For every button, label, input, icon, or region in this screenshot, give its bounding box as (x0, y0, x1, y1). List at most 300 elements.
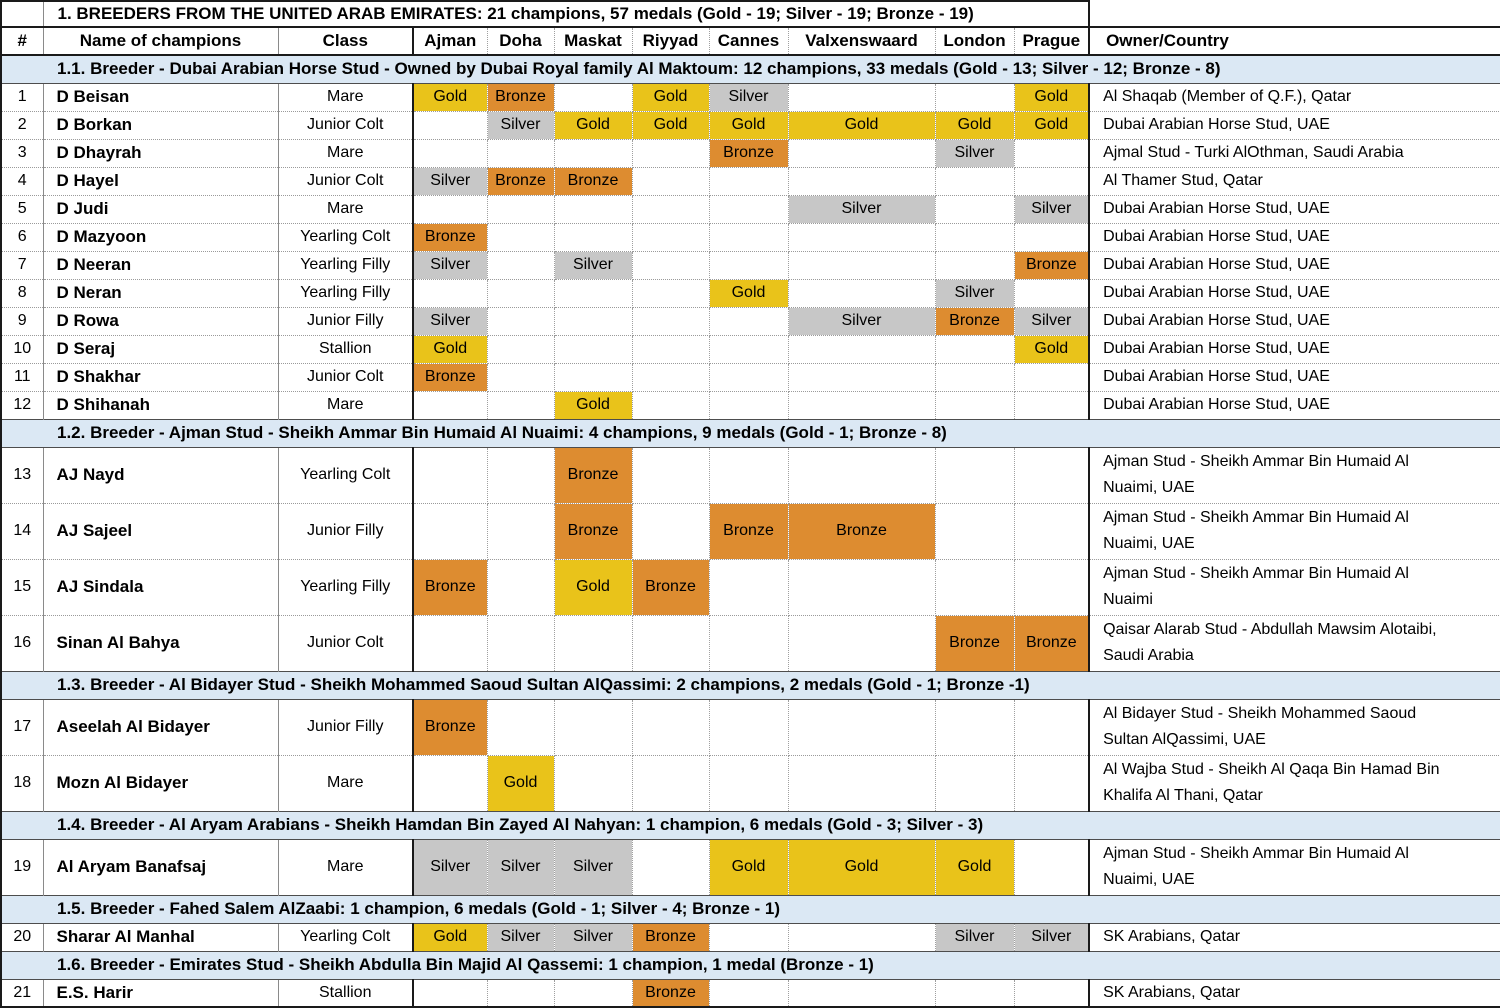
medal-cell-riyyad (632, 307, 709, 335)
medal-cell-riyyad (632, 447, 709, 503)
class-cell: Junior Colt (278, 615, 413, 671)
medal-cell-doha: Silver (487, 111, 554, 139)
medal-cell-maskat (554, 279, 632, 307)
medal-cell-valxenswaard (788, 251, 935, 279)
medal-cell-cannes: Gold (709, 111, 788, 139)
champion-row (1, 167, 1500, 195)
medal-cell-cannes (709, 335, 788, 363)
medal-cell-london: Silver (935, 279, 1014, 307)
owner-cell: SK Arabians, Qatar (1089, 979, 1500, 1007)
champion-name-cell: D Borkan (43, 111, 278, 139)
owner-cell: Dubai Arabian Horse Stud, UAE (1089, 223, 1500, 251)
class-cell: Mare (278, 83, 413, 111)
champion-row (1, 391, 1500, 419)
medal-cell-cannes: Gold (709, 839, 788, 895)
row-number-cell: 21 (1, 979, 43, 1007)
col-header-doha: Doha (487, 27, 554, 55)
champion-row (1, 503, 1500, 559)
breeder-section-row (1, 55, 1500, 83)
medal-cell-prague (1014, 139, 1089, 167)
row-number-cell: 3 (1, 139, 43, 167)
owner-cell: Al Bidayer Stud - Sheikh Mohammed Saoud Sultan AlQassimi, UAE (1089, 699, 1500, 755)
medal-cell-valxenswaard: Gold (788, 839, 935, 895)
owner-cell: Ajman Stud - Sheikh Ammar Bin Humaid Al Nuaimi, UAE (1089, 839, 1500, 895)
col-header-ajman: Ajman (413, 27, 487, 55)
medal-cell-prague (1014, 755, 1089, 811)
medal-cell-riyyad (632, 167, 709, 195)
champion-row (1, 363, 1500, 391)
row-number-cell: 16 (1, 615, 43, 671)
medal-cell-cannes: Silver (709, 83, 788, 111)
champion-name-cell: Al Aryam Banafsaj (43, 839, 278, 895)
champion-row (1, 559, 1500, 615)
row-number-cell: 8 (1, 279, 43, 307)
corner-cell (1, 1, 43, 27)
champion-row (1, 111, 1500, 139)
medal-cell-ajman: Silver (413, 251, 487, 279)
medal-cell-valxenswaard: Silver (788, 307, 935, 335)
medal-cell-london: Bronze (935, 307, 1014, 335)
breeder-section-row (1, 671, 1500, 699)
champion-name-cell: D Mazyoon (43, 223, 278, 251)
medal-cell-prague (1014, 699, 1089, 755)
class-cell: Mare (278, 755, 413, 811)
medal-cell-london (935, 755, 1014, 811)
class-cell: Mare (278, 391, 413, 419)
medal-cell-doha: Silver (487, 923, 554, 951)
row-number-cell: 17 (1, 699, 43, 755)
medal-cell-valxenswaard (788, 83, 935, 111)
medal-cell-ajman (413, 755, 487, 811)
medal-cell-cannes (709, 559, 788, 615)
title-row (1, 1, 1500, 27)
medal-cell-london (935, 559, 1014, 615)
medal-cell-doha (487, 559, 554, 615)
row-number-cell: 5 (1, 195, 43, 223)
medal-cell-riyyad (632, 363, 709, 391)
medal-cell-prague (1014, 391, 1089, 419)
breeder-section-row (1, 811, 1500, 839)
medal-cell-cannes (709, 363, 788, 391)
medal-cell-maskat (554, 307, 632, 335)
champion-row (1, 139, 1500, 167)
owner-cell: Dubai Arabian Horse Stud, UAE (1089, 279, 1500, 307)
breeder-section-row (1, 951, 1500, 979)
col-header-london: London (935, 27, 1014, 55)
row-number-cell: 1 (1, 83, 43, 111)
champion-name-cell: D Beisan (43, 83, 278, 111)
owner-cell: Ajman Stud - Sheikh Ammar Bin Humaid Al Nuaimi, UAE (1089, 503, 1500, 559)
medal-cell-prague: Gold (1014, 335, 1089, 363)
class-cell: Yearling Colt (278, 447, 413, 503)
champion-row (1, 447, 1500, 503)
medal-cell-ajman (413, 279, 487, 307)
medal-cell-london: Gold (935, 839, 1014, 895)
champion-name-cell: AJ Sindala (43, 559, 278, 615)
medal-cell-prague (1014, 167, 1089, 195)
row-number-cell: 19 (1, 839, 43, 895)
medal-cell-cannes (709, 979, 788, 1007)
row-number-cell: 14 (1, 503, 43, 559)
champion-name-cell: D Shakhar (43, 363, 278, 391)
owner-cell: Ajman Stud - Sheikh Ammar Bin Humaid Al Nuaimi (1089, 559, 1500, 615)
medal-cell-valxenswaard: Bronze (788, 503, 935, 559)
medal-cell-cannes (709, 615, 788, 671)
owner-cell: Al Wajba Stud - Sheikh Al Qaqa Bin Hamad Bin Khalifa Al Thani, Qatar (1089, 755, 1500, 811)
medal-cell-riyyad (632, 279, 709, 307)
medal-cell-maskat: Bronze (554, 503, 632, 559)
row-number-cell: 2 (1, 111, 43, 139)
medal-cell-riyyad (632, 839, 709, 895)
champion-name-cell: Sharar Al Manhal (43, 923, 278, 951)
row-number-cell: 18 (1, 755, 43, 811)
class-cell: Junior Filly (278, 503, 413, 559)
medal-cell-london (935, 363, 1014, 391)
medal-cell-doha (487, 447, 554, 503)
champion-name-cell: Sinan Al Bahya (43, 615, 278, 671)
class-cell: Yearling Filly (278, 279, 413, 307)
row-number-cell: 6 (1, 223, 43, 251)
medal-cell-cannes (709, 447, 788, 503)
medal-cell-riyyad (632, 391, 709, 419)
top-right-spacer (1089, 1, 1500, 27)
medal-cell-riyyad: Gold (632, 111, 709, 139)
medal-cell-london (935, 195, 1014, 223)
column-header-row (1, 27, 1500, 55)
medal-cell-valxenswaard (788, 699, 935, 755)
medal-cell-prague: Gold (1014, 111, 1089, 139)
breeder-section-row (1, 895, 1500, 923)
medal-cell-maskat: Gold (554, 111, 632, 139)
row-number-cell: 10 (1, 335, 43, 363)
owner-cell: Al Shaqab (Member of Q.F.), Qatar (1089, 83, 1500, 111)
medal-cell-prague: Bronze (1014, 251, 1089, 279)
medal-cell-ajman: Silver (413, 839, 487, 895)
medal-cell-ajman (413, 391, 487, 419)
col-header-riyyad: Riyyad (632, 27, 709, 55)
champion-name-cell: AJ Nayd (43, 447, 278, 503)
owner-cell: Dubai Arabian Horse Stud, UAE (1089, 391, 1500, 419)
medal-cell-doha (487, 195, 554, 223)
breeder-section-header: 1.3. Breeder - Al Bidayer Stud - Sheikh Mohammed Saoud Sultan AlQassimi: 2 champions, 2 medals (Gold - 1; Bronze -1) (1, 671, 1500, 699)
row-number-cell: 12 (1, 391, 43, 419)
medal-cell-prague: Silver (1014, 923, 1089, 951)
medal-cell-doha (487, 979, 554, 1007)
medal-cell-london (935, 391, 1014, 419)
medal-cell-ajman (413, 979, 487, 1007)
col-header-class: Class (278, 27, 413, 55)
champion-row (1, 195, 1500, 223)
medal-cell-ajman (413, 139, 487, 167)
medal-cell-doha (487, 391, 554, 419)
champion-row (1, 335, 1500, 363)
medal-cell-prague: Silver (1014, 195, 1089, 223)
medal-cell-riyyad (632, 139, 709, 167)
class-cell: Junior Colt (278, 111, 413, 139)
medal-cell-maskat (554, 615, 632, 671)
medal-cell-doha (487, 363, 554, 391)
medal-cell-riyyad: Bronze (632, 923, 709, 951)
medal-cell-valxenswaard: Silver (788, 195, 935, 223)
col-header-maskat: Maskat (554, 27, 632, 55)
medal-cell-ajman (413, 503, 487, 559)
medal-cell-riyyad (632, 195, 709, 223)
medal-cell-doha (487, 251, 554, 279)
breeder-section-header: 1.4. Breeder - Al Aryam Arabians - Sheikh Hamdan Bin Zayed Al Nahyan: 1 champion, 6 medals (Gold - 3; Silver - 3) (1, 811, 1500, 839)
medal-cell-ajman: Silver (413, 307, 487, 335)
medal-cell-ajman: Gold (413, 335, 487, 363)
medal-cell-maskat (554, 979, 632, 1007)
medal-cell-cannes (709, 923, 788, 951)
medal-cell-maskat: Gold (554, 559, 632, 615)
medal-cell-doha: Bronze (487, 167, 554, 195)
medal-cell-cannes (709, 755, 788, 811)
owner-cell: Dubai Arabian Horse Stud, UAE (1089, 111, 1500, 139)
row-number-cell: 7 (1, 251, 43, 279)
owner-cell: Ajmal Stud - Turki AlOthman, Saudi Arabia (1089, 139, 1500, 167)
medal-cell-doha (487, 615, 554, 671)
medal-cell-valxenswaard (788, 167, 935, 195)
medal-cell-ajman: Bronze (413, 223, 487, 251)
champion-name-cell: D Rowa (43, 307, 278, 335)
medal-cell-london (935, 979, 1014, 1007)
col-header-name: Name of champions (43, 27, 278, 55)
breeder-section-header: 1.1. Breeder - Dubai Arabian Horse Stud - Owned by Dubai Royal family Al Maktoum: 12 champions, 33 medals (Gold - 13; Silver - 12; Bronze - 8) (1, 55, 1500, 83)
class-cell: Junior Colt (278, 167, 413, 195)
medal-cell-maskat (554, 83, 632, 111)
breeder-section-header: 1.6. Breeder - Emirates Stud - Sheikh Abdulla Bin Majid Al Qassemi: 1 champion, 1 medal (Bronze - 1) (1, 951, 1500, 979)
champion-row (1, 223, 1500, 251)
row-number-cell: 20 (1, 923, 43, 951)
medal-cell-doha (487, 307, 554, 335)
medal-cell-doha: Silver (487, 839, 554, 895)
class-cell: Junior Colt (278, 363, 413, 391)
medal-cell-prague: Silver (1014, 307, 1089, 335)
owner-cell: Dubai Arabian Horse Stud, UAE (1089, 335, 1500, 363)
champion-name-cell: E.S. Harir (43, 979, 278, 1007)
medal-cell-doha (487, 223, 554, 251)
medal-cell-doha (487, 279, 554, 307)
medal-cell-cannes: Gold (709, 279, 788, 307)
medal-cell-valxenswaard (788, 447, 935, 503)
class-cell: Mare (278, 195, 413, 223)
medal-cell-prague (1014, 839, 1089, 895)
owner-cell: Qaisar Alarab Stud - Abdullah Mawsim Alotaibi, Saudi Arabia (1089, 615, 1500, 671)
breeder-section-header: 1.2. Breeder - Ajman Stud - Sheikh Ammar Bin Humaid Al Nuaimi: 4 champions, 9 medals (Gold - 1; Bronze - 8) (1, 419, 1500, 447)
class-cell: Yearling Filly (278, 559, 413, 615)
medal-cell-prague: Gold (1014, 83, 1089, 111)
col-header-owner: Owner/Country (1089, 27, 1500, 55)
medal-cell-maskat (554, 755, 632, 811)
medal-cell-ajman (413, 615, 487, 671)
champion-name-cell: D Seraj (43, 335, 278, 363)
medal-cell-london (935, 503, 1014, 559)
medal-cell-valxenswaard (788, 755, 935, 811)
medal-cell-maskat (554, 195, 632, 223)
medal-cell-riyyad (632, 615, 709, 671)
class-cell: Yearling Colt (278, 923, 413, 951)
champion-name-cell: Mozn Al Bidayer (43, 755, 278, 811)
row-number-cell: 15 (1, 559, 43, 615)
class-cell: Stallion (278, 979, 413, 1007)
medal-cell-valxenswaard (788, 923, 935, 951)
medal-cell-maskat: Bronze (554, 167, 632, 195)
medal-cell-valxenswaard (788, 335, 935, 363)
medal-cell-riyyad (632, 503, 709, 559)
medal-cell-cannes (709, 307, 788, 335)
medal-cell-riyyad: Bronze (632, 979, 709, 1007)
medal-cell-london (935, 251, 1014, 279)
owner-cell: Dubai Arabian Horse Stud, UAE (1089, 195, 1500, 223)
col-header-valxenswaard: Valxenswaard (788, 27, 935, 55)
champion-row (1, 615, 1500, 671)
class-cell: Stallion (278, 335, 413, 363)
breeder-section-header: 1.5. Breeder - Fahed Salem AlZaabi: 1 champion, 6 medals (Gold - 1; Silver - 4; Bronze - 1) (1, 895, 1500, 923)
owner-cell: Dubai Arabian Horse Stud, UAE (1089, 307, 1500, 335)
medal-cell-cannes (709, 195, 788, 223)
medal-cell-cannes (709, 699, 788, 755)
champion-name-cell: D Hayel (43, 167, 278, 195)
medal-cell-london: Gold (935, 111, 1014, 139)
medal-cell-maskat (554, 363, 632, 391)
medal-cell-doha (487, 503, 554, 559)
medal-cell-valxenswaard (788, 391, 935, 419)
owner-cell: Dubai Arabian Horse Stud, UAE (1089, 363, 1500, 391)
champion-row (1, 251, 1500, 279)
medal-cell-valxenswaard (788, 223, 935, 251)
class-cell: Yearling Colt (278, 223, 413, 251)
medal-cell-valxenswaard (788, 279, 935, 307)
medal-cell-london (935, 699, 1014, 755)
medal-cell-ajman (413, 447, 487, 503)
medal-cell-ajman (413, 111, 487, 139)
medal-cell-prague (1014, 363, 1089, 391)
champion-name-cell: D Dhayrah (43, 139, 278, 167)
medal-cell-maskat: Silver (554, 251, 632, 279)
medal-cell-prague (1014, 503, 1089, 559)
champion-row (1, 923, 1500, 951)
medal-cell-london (935, 447, 1014, 503)
col-header-number: # (1, 27, 43, 55)
champion-row (1, 279, 1500, 307)
champion-row (1, 979, 1500, 1007)
medal-cell-ajman: Silver (413, 167, 487, 195)
row-number-cell: 9 (1, 307, 43, 335)
owner-cell: Al Thamer Stud, Qatar (1089, 167, 1500, 195)
medal-cell-maskat (554, 699, 632, 755)
medal-cell-doha: Gold (487, 755, 554, 811)
medal-cell-cannes: Bronze (709, 139, 788, 167)
class-cell: Yearling Filly (278, 251, 413, 279)
medal-cell-riyyad: Bronze (632, 559, 709, 615)
medal-cell-cannes (709, 391, 788, 419)
medal-cell-riyyad (632, 699, 709, 755)
owner-cell: Dubai Arabian Horse Stud, UAE (1089, 251, 1500, 279)
medal-cell-ajman: Bronze (413, 559, 487, 615)
medal-cell-london (935, 83, 1014, 111)
class-cell: Junior Filly (278, 699, 413, 755)
row-number-cell: 4 (1, 167, 43, 195)
champion-name-cell: D Neran (43, 279, 278, 307)
col-header-cannes: Cannes (709, 27, 788, 55)
medal-cell-valxenswaard (788, 363, 935, 391)
medal-cell-london (935, 335, 1014, 363)
medal-cell-prague (1014, 279, 1089, 307)
champion-name-cell: AJ Sajeel (43, 503, 278, 559)
champion-name-cell: D Shihanah (43, 391, 278, 419)
champion-name-cell: Aseelah Al Bidayer (43, 699, 278, 755)
medal-cell-riyyad (632, 223, 709, 251)
medal-cell-cannes (709, 251, 788, 279)
medal-cell-ajman (413, 195, 487, 223)
breeder-section-row (1, 419, 1500, 447)
table-title: 1. BREEDERS FROM THE UNITED ARAB EMIRATES: 21 champions, 57 medals (Gold - 19; Silver - 19; Bronze - 19) (43, 1, 1089, 27)
medal-cell-riyyad (632, 755, 709, 811)
medal-cell-riyyad (632, 251, 709, 279)
medal-cell-valxenswaard (788, 979, 935, 1007)
medal-cell-london (935, 167, 1014, 195)
medal-cell-maskat: Bronze (554, 447, 632, 503)
medal-cell-doha (487, 139, 554, 167)
medal-cell-maskat (554, 223, 632, 251)
medal-cell-valxenswaard: Gold (788, 111, 935, 139)
champion-row (1, 839, 1500, 895)
medal-cell-london: Bronze (935, 615, 1014, 671)
medal-cell-maskat (554, 335, 632, 363)
medal-cell-ajman: Gold (413, 923, 487, 951)
medal-cell-riyyad: Gold (632, 83, 709, 111)
medal-cell-maskat: Gold (554, 391, 632, 419)
medal-cell-maskat (554, 139, 632, 167)
medal-cell-ajman: Gold (413, 83, 487, 111)
owner-cell: SK Arabians, Qatar (1089, 923, 1500, 951)
medal-cell-cannes: Bronze (709, 503, 788, 559)
col-header-prague: Prague (1014, 27, 1089, 55)
owner-cell: Ajman Stud - Sheikh Ammar Bin Humaid Al Nuaimi, UAE (1089, 447, 1500, 503)
medal-cell-riyyad (632, 335, 709, 363)
medal-cell-prague (1014, 223, 1089, 251)
medal-cell-london: Silver (935, 923, 1014, 951)
champion-row (1, 755, 1500, 811)
medal-cell-maskat: Silver (554, 839, 632, 895)
medal-cell-prague (1014, 447, 1089, 503)
medal-cell-london (935, 223, 1014, 251)
class-cell: Junior Filly (278, 307, 413, 335)
medal-cell-ajman: Bronze (413, 363, 487, 391)
medal-cell-valxenswaard (788, 559, 935, 615)
medal-cell-valxenswaard (788, 139, 935, 167)
medal-cell-cannes (709, 223, 788, 251)
medal-cell-doha: Bronze (487, 83, 554, 111)
champion-row (1, 307, 1500, 335)
medal-cell-doha (487, 335, 554, 363)
class-cell: Mare (278, 139, 413, 167)
medal-cell-maskat: Silver (554, 923, 632, 951)
medal-cell-prague: Bronze (1014, 615, 1089, 671)
medal-cell-valxenswaard (788, 615, 935, 671)
champion-row (1, 699, 1500, 755)
class-cell: Mare (278, 839, 413, 895)
champion-name-cell: D Judi (43, 195, 278, 223)
medal-cell-prague (1014, 559, 1089, 615)
medal-cell-cannes (709, 167, 788, 195)
row-number-cell: 13 (1, 447, 43, 503)
medal-cell-ajman: Bronze (413, 699, 487, 755)
champion-row (1, 83, 1500, 111)
medal-cell-doha (487, 699, 554, 755)
medal-cell-london: Silver (935, 139, 1014, 167)
champion-name-cell: D Neeran (43, 251, 278, 279)
